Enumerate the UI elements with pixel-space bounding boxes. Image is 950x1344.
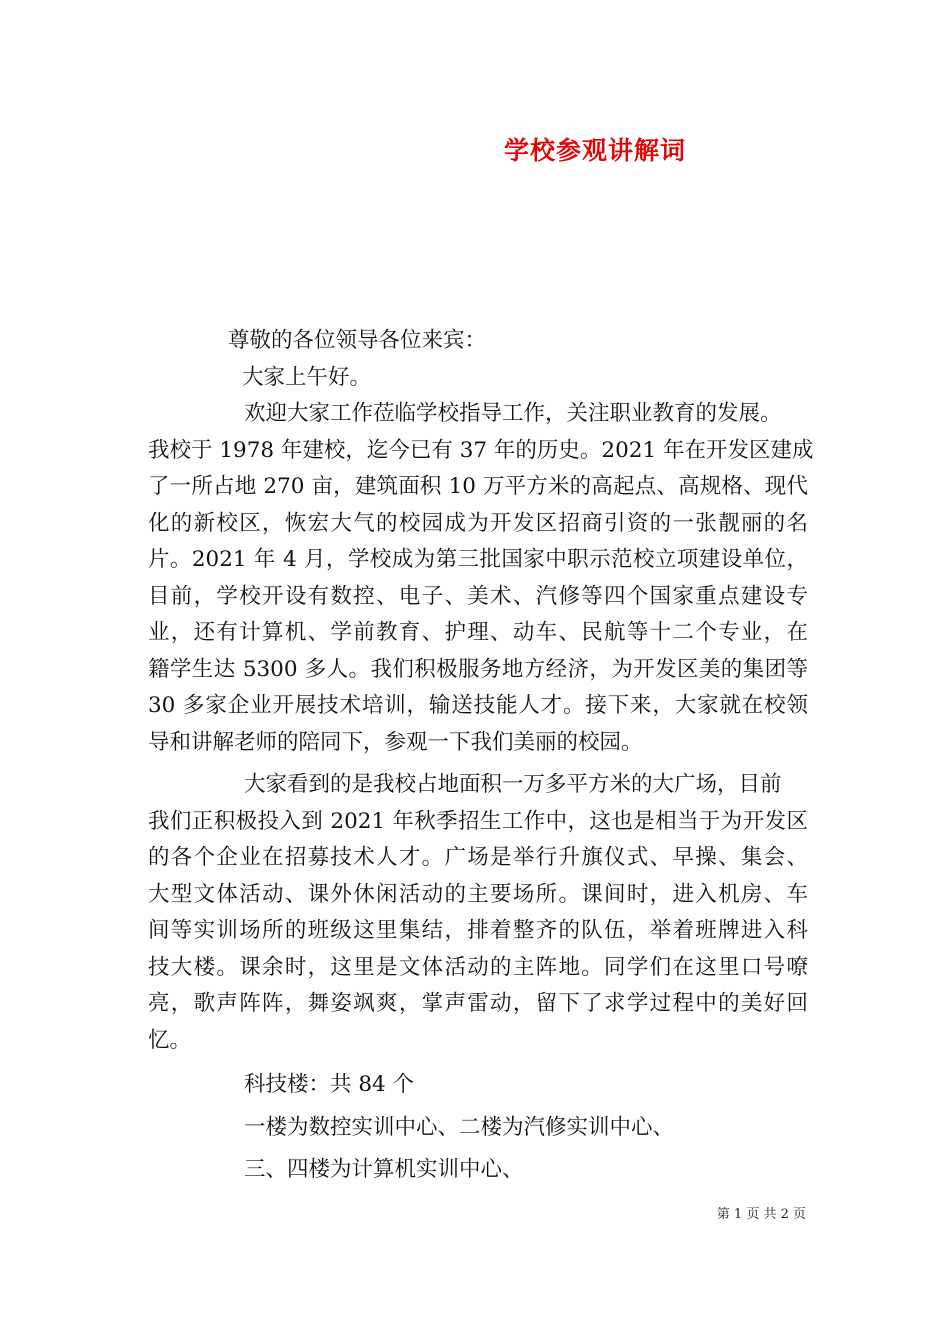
paragraph-2-line: 大型文体活动、课外休闲活动的主要场所。课间时，进入机房、车	[148, 881, 808, 907]
document-title: 学校参观讲解词	[503, 136, 686, 165]
paragraph-2-line: 忆。	[148, 1027, 192, 1053]
paragraph-1-line: 籍学生达 5300 多人。我们积极服务地方经济，为开发区美的集团等	[148, 656, 808, 682]
paragraph-2-line: 的各个企业在招募技术人才。广场是举行升旗仪式、早操、集会、	[148, 845, 808, 870]
paragraph-1-line: 30 多家企业开展技术培训，输送技能人才。接下来，大家就在校领	[148, 693, 808, 718]
paragraph-2-line: 技大楼。课余时，这里是文体活动的主阵地。同学们在这里口号嘹	[148, 954, 808, 980]
floor-line: 一楼为数控实训中心、二楼为汽修实训中心、	[244, 1114, 675, 1140]
floor-line: 三、四楼为计算机实训中心、	[244, 1157, 524, 1182]
paragraph-1-line: 欢迎大家工作莅临学校指导工作，关注职业教育的发展。	[244, 401, 782, 426]
paragraph-1-line: 我校于 1978 年建校，迄今已有 37 年的历史。2021 年在开发区建成	[148, 437, 814, 463]
greeting-line: 尊敬的各位领导各位来宾：	[228, 328, 487, 353]
document-body	[148, 323, 814, 1189]
paragraph-2-line: 大家看到的是我校占地面积一万多平方米的大广场，目前	[244, 772, 782, 797]
page-footer: 第 1 页 共 2 页	[716, 1207, 806, 1222]
paragraph-2-line: 我们正积极投入到 2021 年秋季招生工作中，这也是相当于为开发区	[148, 808, 808, 834]
paragraph-2-line: 亮，歌声阵阵，舞姿飒爽，掌声雷动，留下了求学过程中的美好回	[148, 991, 808, 1016]
paragraph-2-line: 间等实训场所的班级这里集结，排着整齐的队伍，举着班牌进入科	[148, 918, 808, 943]
paragraph-1-line: 片。2021 年 4 月，学校成为第三批国家中职示范校立项建设单位，	[148, 547, 808, 572]
salutation-line: 大家上午好。	[242, 364, 372, 390]
paragraph-1-line: 导和讲解老师的陪同下，参观一下我们美丽的校园。	[148, 729, 643, 755]
building-heading: 科技楼：共 84 个	[244, 1072, 415, 1097]
paragraph-2	[148, 767, 808, 1059]
paragraph-1-line: 目前，学校开设有数控、电子、美术、汽修等四个国家重点建设专	[148, 583, 808, 609]
paragraph-1-line: 业，还有计算机、学前教育、护理、动车、民航等十二个专业，在	[148, 620, 808, 645]
paragraph-1	[148, 396, 814, 761]
paragraph-1-line: 了一所占地 270 亩，建筑面积 10 万平方米的高起点、高规格、现代	[148, 474, 808, 499]
paragraph-1-line: 化的新校区，恢宏大气的校园成为开发区招商引资的一张靓丽的名	[148, 510, 808, 536]
